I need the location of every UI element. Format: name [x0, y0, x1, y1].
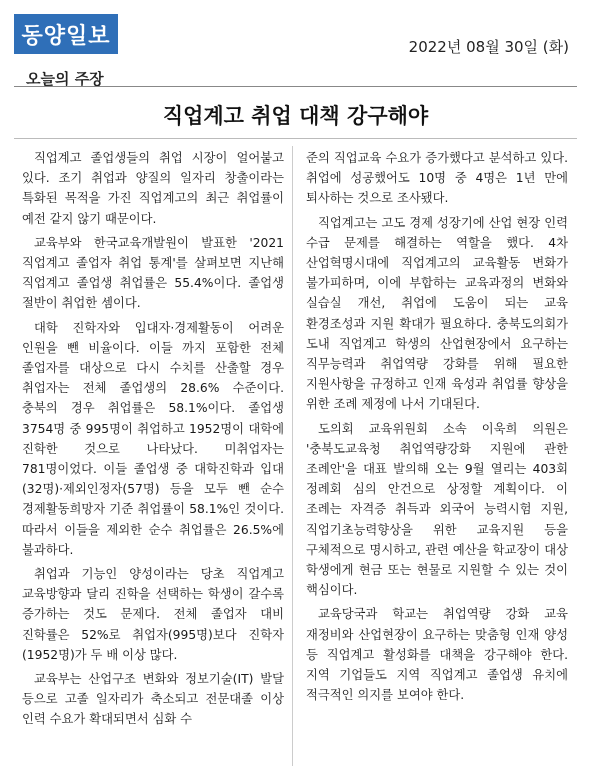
newspaper-name: 동양일보 [21, 23, 111, 49]
paragraph: 준의 직업교육 수요가 증가했다고 분석하고 있다. 취업에 성공했어도 10명 중 4명은 1년 만에 퇴사하는 것으로 조사됐다. [306, 151, 568, 206]
header-divider [14, 86, 577, 87]
publication-date: 2022년 08월 30일 (화) [408, 38, 569, 56]
paragraph: 직업계고 졸업생들의 취업 시장이 얼어붙고 있다. 조기 취업과 양질의 일자리 창출이라는 특화된 목적을 가진 직업계고의 최근 취업률이 예전 같지 않기 때문이다. [22, 151, 284, 226]
paragraph: 대학 진학자와 입대자·경제활동이 어려운 인원을 뺀 비율이다. 이들 까지 포함한 전체 졸업자를 대상으로 다시 수치를 산출할 경우 취업자는 전체 졸업생의 28.6% 수준이다. 충북의 경우 취업률은 58.1%이다. 졸업생 3754명 중 995명이 취업하고 1952명이 대학에 진학한 것으로 나타났다. 미취업자는 781명이었다. 이들 졸업생 중 대학진학과 입대(32명)·제외인정자(57명) 등을 모두 뺀 순수 경제활동희망자 기준 취업률이 58.1%인 것이다. 따라서 이들을 제외한 순수 취업률은 26.5%에 불과하다. [22, 320, 284, 557]
paragraph: 교육당국과 학교는 취업역량 강화 교육 재정비와 산업현장이 요구하는 맞춤형 인재 양성 등 직업계고 활성화를 대책을 강구해야 한다. 지역 기업들도 지역 직업계고 졸업생 유치에 적극적인 의지를 보여야 한다. [306, 607, 568, 703]
paragraph: 취업과 기능인 양성이라는 당초 직업계고 교육방향과 달리 진학을 선택하는 학생이 갈수록 증가하는 것도 문제다. 전체 졸업자 대비 진학률은 52%로 취업자(995명)보다 진학자(1952명)가 두 배 이상 많다. [22, 567, 284, 662]
column-divider [292, 146, 293, 766]
section-label: 오늘의 주장 [26, 70, 104, 88]
paragraph: 도의회 교육위원회 소속 이욱희 의원은 '충북도교육청 취업역량강화 지원에 관한 조례안'을 대표 발의해 오는 9월 열리는 403회 정례회 심의 안건으로 상정할 계획이다. 이 조례는 자격증 취득과 외국어 능력시험 지원, 직업기초능력향상을 위한 교육지원 등을 구체적으로 명시하고, 관련 예산을 학교장이 대상 학생에게 현금 또는 현물로 지원할 수 있는 것이 핵심이다. [306, 421, 568, 598]
article-column-left [22, 148, 284, 734]
article-headline: 직업계고 취업 대책 강구해야 [162, 104, 429, 128]
article-column-right [306, 148, 568, 709]
headline-divider [14, 138, 577, 139]
paragraph: 교육부와 한국교육개발원이 발표한 '2021 직업계고 졸업자 취업 통계'를 살펴보면 지난해 직업계고 졸업생 취업률은 55.4%이다. 졸업생 절반이 취업한 셈이다. [22, 235, 284, 311]
newspaper-logo [14, 14, 118, 54]
paragraph: 직업계고는 고도 경제 성장기에 산업 현장 인력 수급 문제를 해결하는 역할을 했다. 4차 산업혁명시대에 직업계고의 교육활동 변화가 불가피하며, 이에 부합하는 교육과정의 변화와 실습실 개선, 취업에 도움이 되는 교육 환경조성과 지원 확대가 필요하다. 충북도의회가 도내 직업계고 학생의 산업현장에서 요구하는 직무능력과 취업역량 강화를 위해 필요한 지원사항을 규정하고 인재 육성과 취업률 향상을 위한 조례 제정에 나서 기대된다. [306, 215, 568, 412]
paragraph: 교육부는 산업구조 변화와 정보기술(IT) 발달 등으로 고졸 일자리가 축소되고 전문대졸 이상 인력 수요가 확대되면서 심화 수 [22, 672, 284, 727]
